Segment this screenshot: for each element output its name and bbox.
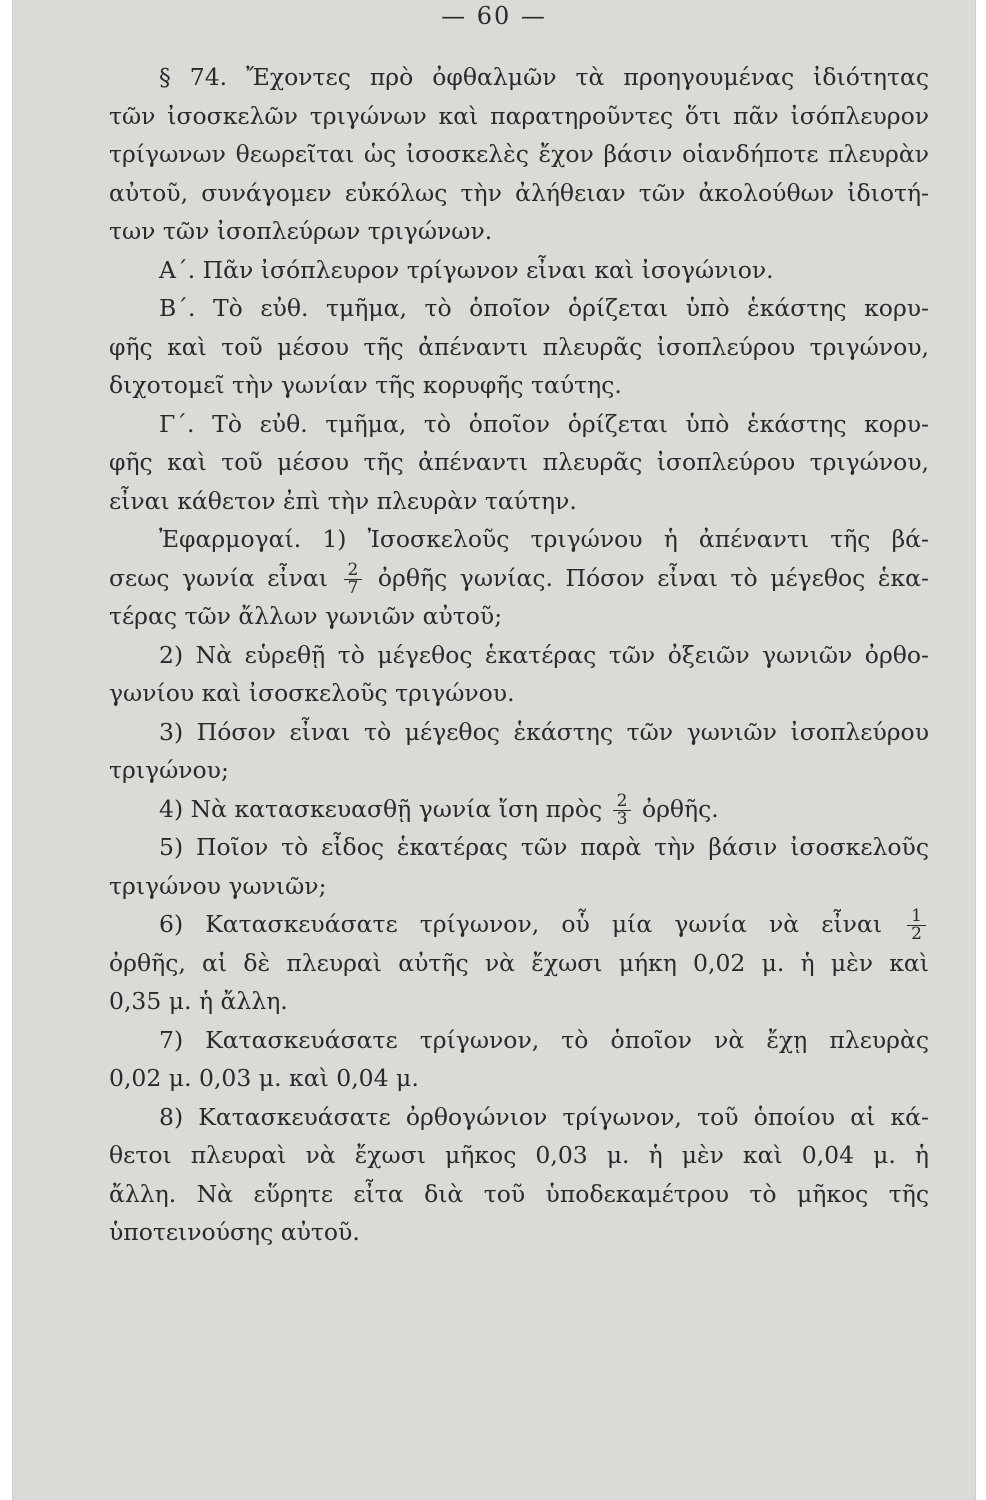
text-line: 2) Νὰ εὑρεθῇ τὸ μέγεθος ἑκατέρας τῶν ὀξειῶν γωνιῶν ὀρθο- <box>159 640 929 669</box>
fraction-numerator: 1 <box>907 908 926 926</box>
fraction-numerator: 2 <box>613 793 632 811</box>
text-line: εἶναι κάθετον ἐπὶ τὴν πλευρὰν ταύτην. <box>109 486 577 515</box>
text-line: 3) Πόσον εἶναι τὸ μέγεθος ἑκάστης τῶν γωνιῶν ἰσοπλεύρου <box>159 717 929 746</box>
text-line: Β΄. Τὸ εὐθ. τμῆμα, τὸ ὁποῖον ὁρίζεται ὑπὸ ἑκάστης κορυ- <box>159 294 929 322</box>
text-line: ὑποτεινούσης αὐτοῦ. <box>109 1218 360 1246</box>
text-line: γωνίου καὶ ἰσοσκελοῦς τριγώνου. <box>109 679 515 707</box>
text-line-with-fraction <box>109 790 929 829</box>
text-line: τριγώνου; <box>109 756 229 784</box>
text-line: αὐτοῦ, συνάγομεν εὐκόλως τὴν ἀλήθειαν τῶν ἀκολούθων ἰδιοτή- <box>109 178 929 207</box>
text-line: 0,35 μ. ἡ ἄλλη. <box>109 987 288 1015</box>
fraction-denominator: 7 <box>347 577 359 598</box>
text-line-with-fraction <box>109 905 929 944</box>
fraction-numerator: 2 <box>344 562 363 580</box>
text-line: τέρας τῶν ἄλλων γωνιῶν αὐτοῦ; <box>109 602 503 630</box>
text-line: των τῶν ἰσοπλεύρων τριγώνων. <box>109 217 493 245</box>
page-body <box>109 58 929 1252</box>
text-segment: ὀρθῆς γωνίας. Πόσον εἶναι τὸ μέγεθος ἑκα- <box>377 563 929 592</box>
text-line: 8) Κατασκευάσατε ὀρθογώνιον τρίγωνον, τοῦ ὁποίου αἱ κά- <box>159 1102 929 1131</box>
text-line: θετοι πλευραὶ νὰ ἔχωσι μῆκος 0,03 μ. ἡ μὲν καὶ 0,04 μ. ἡ <box>109 1141 929 1169</box>
text-line: Ἐφαρμογαί. 1) Ἰσοσκελοῦς τριγώνου ἡ ἀπέναντι τῆς βά- <box>159 525 929 553</box>
fraction-denominator: 3 <box>616 808 628 829</box>
text-segment: 4) Νὰ κατασκευασθῇ γωνία ἴση πρὸς <box>159 794 603 823</box>
text-line: § 74. Ἔχοντες πρὸ ὀφθαλμῶν τὰ προηγουμένας ἰδιότητας <box>159 63 929 91</box>
text-segment: ὀρθῆς. <box>641 794 719 823</box>
text-line: διχοτομεῖ τὴν γωνίαν τῆς κορυφῆς ταύτης. <box>109 371 622 399</box>
text-line-with-fraction <box>109 559 929 598</box>
fraction <box>907 908 926 943</box>
text-line: Γ΄. Τὸ εὐθ. τμῆμα, τὸ ὁποῖον ὁρίζεται ὑπὸ ἑκάστης κορυ- <box>159 409 929 438</box>
text-line: 5) Ποῖον τὸ εἶδος ἑκατέρας τῶν παρὰ τὴν βάσιν ἰσοσκελοῦς <box>159 833 929 861</box>
fraction <box>344 559 363 598</box>
fraction-denominator: 2 <box>911 924 922 944</box>
text-segment: 6) Κατασκευάσατε τρίγωνον, οὗ μία γωνία νὰ εἶναι <box>159 910 883 938</box>
text-line: τριγώνου γωνιῶν; <box>109 871 327 900</box>
text-line: φῆς καὶ τοῦ μέσου τῆς ἀπέναντι πλευρᾶς ἰσοπλεύρου τριγώνου, <box>109 332 929 361</box>
text-line: φῆς καὶ τοῦ μέσου τῆς ἀπέναντι πλευρᾶς ἰσοπλεύρου τριγώνου, <box>109 448 929 476</box>
fraction <box>613 790 632 829</box>
text-line: ἄλλη. Νὰ εὕρητε εἶτα διὰ τοῦ ὑποδεκαμέτρου τὸ μῆκος τῆς <box>109 1179 929 1208</box>
page-number: — 60 — <box>441 2 547 30</box>
text-line: 7) Κατασκευάσατε τρίγωνον, τὸ ὁποῖον νὰ ἔχῃ πλευρὰς <box>159 1025 929 1054</box>
text-line: Α΄. Πᾶν ἰσόπλευρον τρίγωνον εἶναι καὶ ἰσογώνιον. <box>159 255 774 284</box>
text-line: τῶν ἰσοσκελῶν τριγώνων καὶ παρατηροῦντες ὅτι πᾶν ἰσόπλευρον <box>109 101 929 130</box>
text-line: τρίγωνων θεωρεῖται ὡς ἰσοσκελὲς ἔχον βάσιν οἱανδήποτε πλευρὰν <box>109 140 929 168</box>
text-line: ὀρθῆς, αἱ δὲ πλευραὶ αὐτῆς νὰ ἔχωσι μήκη 0,02 μ. ἡ μὲν καὶ <box>109 948 929 977</box>
book-page <box>12 0 976 1500</box>
text-line: 0,02 μ. 0,03 μ. καὶ 0,04 μ. <box>109 1064 419 1092</box>
text-segment: σεως γωνία εἶναι <box>109 563 328 592</box>
